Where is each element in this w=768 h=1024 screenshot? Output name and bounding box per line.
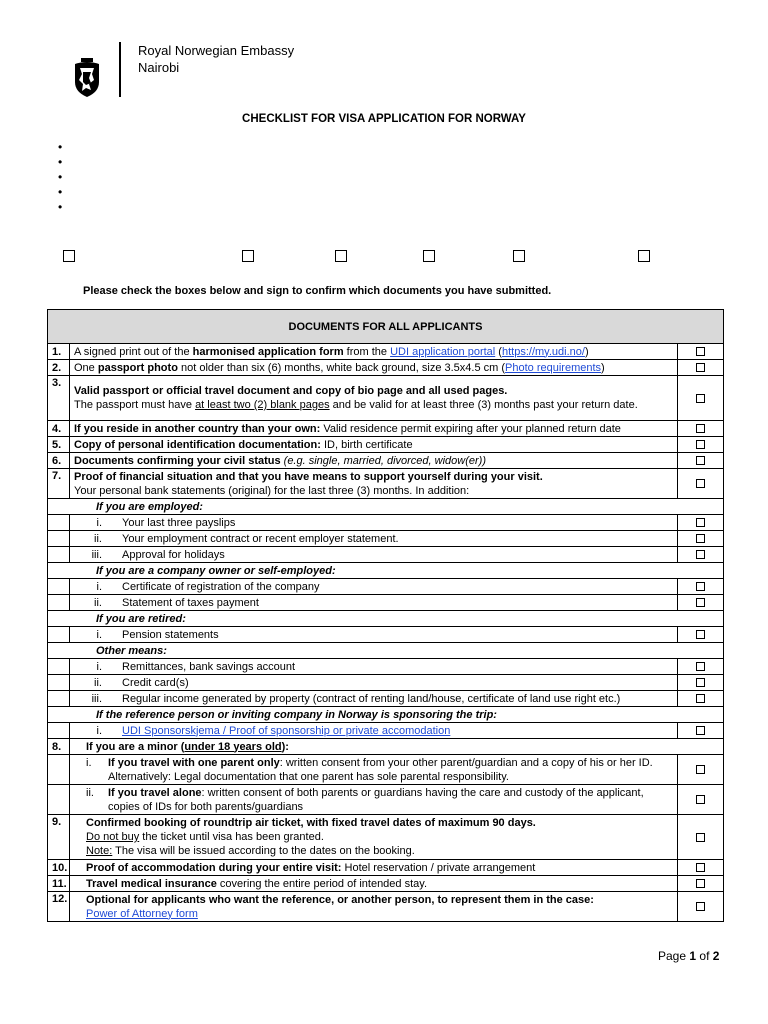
- checkbox[interactable]: [696, 694, 705, 703]
- page-title: CHECKLIST FOR VISA APPLICATION FOR NORWAY: [242, 113, 526, 125]
- checkbox[interactable]: [696, 879, 705, 888]
- checkbox[interactable]: [696, 678, 705, 687]
- check-cell: [678, 876, 724, 892]
- row-number: 10.: [48, 860, 70, 876]
- subheading: Other means:: [48, 643, 724, 659]
- subheading-row: [48, 643, 724, 659]
- row-text: i. Remittances, bank savings account: [70, 659, 678, 675]
- row-text: iii. Regular income generated by property (contract of renting land/house, certificate of land use right etc.): [70, 691, 678, 707]
- row-number: 12.: [48, 892, 70, 922]
- table-row: [48, 723, 724, 739]
- check-cell: [678, 860, 724, 876]
- photo-requirements-link[interactable]: Photo requirements: [505, 361, 602, 374]
- bullet-item: •: [58, 140, 63, 154]
- power-of-attorney-link[interactable]: Power of Attorney form: [86, 907, 198, 920]
- row-text: i. Your last three payslips: [70, 515, 678, 531]
- table-row: [48, 892, 724, 922]
- table-row: [48, 453, 724, 469]
- checkbox[interactable]: [63, 250, 75, 262]
- table-row: [48, 360, 724, 376]
- row-number: 9.: [48, 815, 70, 860]
- row-number: 8.: [48, 739, 70, 755]
- table-row: [48, 785, 724, 815]
- table-row: [48, 815, 724, 860]
- udi-portal-link[interactable]: UDI application portal: [390, 345, 496, 358]
- row-text: iii. Approval for holidays: [70, 547, 678, 563]
- checkbox[interactable]: [696, 479, 705, 488]
- row-text: i. Pension statements: [70, 627, 678, 643]
- page-indicator: Page 1 of 2: [658, 949, 720, 963]
- check-cell: [678, 437, 724, 453]
- row-text: If you reside in another country than your own: Valid residence permit expiring after your planned return date: [70, 421, 678, 437]
- check-cell: [678, 360, 724, 376]
- checkbox[interactable]: [696, 630, 705, 639]
- table-header-row: [48, 310, 724, 344]
- checkbox[interactable]: [696, 456, 705, 465]
- checkbox[interactable]: [696, 765, 705, 774]
- table-row: [48, 579, 724, 595]
- bullet-item: •: [58, 155, 63, 169]
- checkbox[interactable]: [696, 795, 705, 804]
- table-row: [48, 755, 724, 785]
- checkbox[interactable]: [638, 250, 650, 262]
- row-text: Travel medical insurance covering the entire period of intended stay.: [70, 876, 678, 892]
- row-text: Proof of financial situation and that you have means to support yourself during your visit. Your personal bank statements (original) for the last three (3) months. In addition:: [70, 469, 678, 499]
- row-text: ii. Your employment contract or recent employer statement.: [70, 531, 678, 547]
- row-number: 3.: [48, 376, 70, 421]
- checkbox[interactable]: [423, 250, 435, 262]
- checkbox[interactable]: [696, 833, 705, 842]
- check-cell: [678, 815, 724, 860]
- checkbox[interactable]: [696, 550, 705, 559]
- row-text: ii. Credit card(s): [70, 675, 678, 691]
- table-row: [48, 860, 724, 876]
- checkbox[interactable]: [696, 662, 705, 671]
- bullet-item: •: [58, 170, 63, 184]
- check-cell: [678, 755, 724, 785]
- bullet-item: •: [58, 185, 63, 199]
- check-cell: [678, 659, 724, 675]
- row-text: If you are a minor (under 18 years old):: [70, 739, 724, 755]
- table-row: [48, 376, 724, 421]
- checkbox[interactable]: [513, 250, 525, 262]
- checkbox[interactable]: [696, 902, 705, 911]
- subheading: If you are employed:: [48, 499, 724, 515]
- row-text: ii. Statement of taxes payment: [70, 595, 678, 611]
- checkbox[interactable]: [696, 394, 705, 403]
- bullet-item: •: [58, 200, 63, 214]
- checkbox[interactable]: [696, 598, 705, 607]
- table-row: [48, 675, 724, 691]
- checkbox[interactable]: [696, 863, 705, 872]
- header-divider: [119, 42, 121, 97]
- table-header: DOCUMENTS FOR ALL APPLICANTS: [48, 310, 724, 344]
- table-row: [48, 469, 724, 499]
- subheading-row: [48, 707, 724, 723]
- table-row: [48, 627, 724, 643]
- row-text: Documents confirming your civil status (e.g. single, married, divorced, widow(er)): [70, 453, 678, 469]
- row-number: 7.: [48, 469, 70, 499]
- row-number: 2.: [48, 360, 70, 376]
- check-cell: [678, 547, 724, 563]
- subheading: If you are retired:: [48, 611, 724, 627]
- table-row: [48, 659, 724, 675]
- subheading-row: [48, 611, 724, 627]
- check-cell: [678, 723, 724, 739]
- check-cell: [678, 892, 724, 922]
- check-cell: [678, 453, 724, 469]
- table-row: [48, 437, 724, 453]
- row-text: Copy of personal identification documentation: ID, birth certificate: [70, 437, 678, 453]
- subheading: If the reference person or inviting company in Norway is sponsoring the trip:: [48, 707, 724, 723]
- udi-url-link[interactable]: https://my.udi.no/: [501, 345, 585, 358]
- sponsorship-form-link[interactable]: UDI Sponsorskjema / Proof of sponsorship or private accomodation: [122, 724, 451, 737]
- check-cell: [678, 344, 724, 360]
- checkbox[interactable]: [696, 424, 705, 433]
- instruction-text: Please check the boxes below and sign to confirm which documents you have submitted.: [83, 285, 552, 297]
- row-number: 1.: [48, 344, 70, 360]
- row-text: Proof of accommodation during your entire visit: Hotel reservation / private arrangement: [70, 860, 678, 876]
- check-cell: [678, 579, 724, 595]
- check-cell: [678, 675, 724, 691]
- row-text: Confirmed booking of roundtrip air ticket, with fixed travel dates of maximum 90 days. Do not buy the ticket until visa has been granted. Note: The visa will be issued according to the dates on the booking.: [70, 815, 678, 860]
- table-row: [48, 344, 724, 360]
- coat-of-arms-icon: [72, 58, 102, 98]
- table-row: [48, 421, 724, 437]
- check-cell: [678, 376, 724, 421]
- row-text: Optional for applicants who want the reference, or another person, to represent them in the case: Power of Attorney form: [70, 892, 678, 922]
- letterhead: [72, 40, 372, 100]
- checkbox[interactable]: [696, 347, 705, 356]
- row-text: i. UDI Sponsorskjema / Proof of sponsorship or private accomodation: [70, 723, 678, 739]
- checkbox[interactable]: [696, 440, 705, 449]
- top-checkbox-row: [0, 250, 768, 264]
- checkbox[interactable]: [696, 363, 705, 372]
- check-cell: [678, 595, 724, 611]
- checkbox[interactable]: [696, 518, 705, 527]
- check-cell: [678, 515, 724, 531]
- check-cell: [678, 421, 724, 437]
- check-cell: [678, 627, 724, 643]
- check-cell: [678, 691, 724, 707]
- table-row: [48, 515, 724, 531]
- table-row: [48, 531, 724, 547]
- row-number: 11.: [48, 876, 70, 892]
- row-text: A signed print out of the harmonised application form from the UDI application portal (https://my.udi.no/): [70, 344, 678, 360]
- subheading-row: [48, 499, 724, 515]
- table-row: [48, 691, 724, 707]
- documents-checklist-table: [47, 309, 724, 922]
- row-text: Valid passport or official travel document and copy of bio page and all used pages. The passport must have at least two (2) blank pages and be valid for at least three (3) months past your return date.: [70, 376, 678, 421]
- subheading: If you are a company owner or self-employed:: [48, 563, 724, 579]
- table-row: [48, 739, 724, 755]
- checkbox[interactable]: [242, 250, 254, 262]
- checkbox[interactable]: [696, 726, 705, 735]
- table-row: [48, 876, 724, 892]
- table-row: [48, 595, 724, 611]
- check-cell: [678, 469, 724, 499]
- row-text: One passport photo not older than six (6) months, white back ground, size 3.5x4.5 cm (Photo requirements): [70, 360, 678, 376]
- check-cell: [678, 531, 724, 547]
- row-number: 4.: [48, 421, 70, 437]
- row-text: i. Certificate of registration of the company: [70, 579, 678, 595]
- row-number: 5.: [48, 437, 70, 453]
- empty-bullet-list: [58, 140, 62, 215]
- row-text: i. If you travel with one parent only: written consent from your other parent/guardian and a copy of his or her ID. Alternatively: Legal documentation that one parent has sole parental responsibility.: [70, 755, 678, 785]
- embassy-name: Royal Norwegian Embassy Nairobi: [138, 43, 295, 75]
- checkbox[interactable]: [696, 582, 705, 591]
- checkbox[interactable]: [696, 534, 705, 543]
- row-text: ii. If you travel alone: written consent of both parents or guardians having the care and custody of the applicant, copies of IDs for both parents/guardians: [70, 785, 678, 815]
- checkbox[interactable]: [335, 250, 347, 262]
- check-cell: [678, 785, 724, 815]
- table-row: [48, 547, 724, 563]
- subheading-row: [48, 563, 724, 579]
- row-number: 6.: [48, 453, 70, 469]
